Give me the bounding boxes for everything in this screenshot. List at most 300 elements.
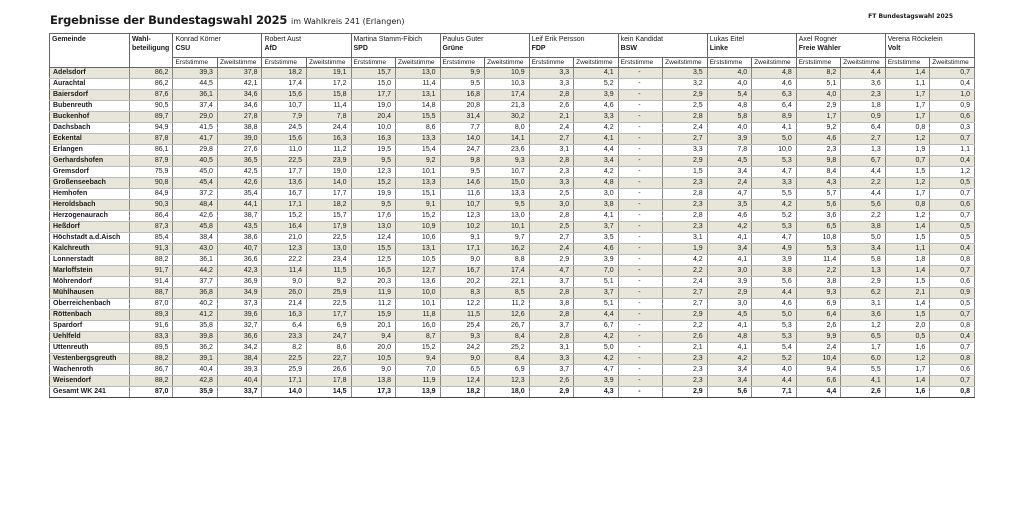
cell-value: 10,0 (396, 288, 441, 299)
cell-value: 24,7 (440, 145, 485, 156)
cell-gemeinde: Gerhardshofen (50, 156, 130, 167)
cell-wahlbeteiligung: 84,9 (129, 189, 173, 200)
cell-value: 20,1 (351, 321, 396, 332)
table-row (50, 255, 975, 266)
cell-value: 13,0 (306, 244, 351, 255)
cell-value: 18,2 (262, 68, 307, 79)
cell-value: 2,6 (796, 321, 841, 332)
cell-value: 3,4 (707, 244, 752, 255)
cell-wahlbeteiligung: 91,4 (129, 277, 173, 288)
cell-value: 12,3 (351, 167, 396, 178)
cell-value: 1,4 (885, 299, 930, 310)
cell-value: - (618, 332, 663, 343)
cell-value: - (618, 90, 663, 101)
cell-value: - (618, 310, 663, 321)
cell-value: 3,3 (752, 178, 797, 189)
party-name: BSW (620, 45, 637, 52)
cell-value: 6,7 (574, 321, 619, 332)
table-row (50, 332, 975, 343)
cell-value: 7,8 (707, 145, 752, 156)
cell-value: 5,1 (574, 277, 619, 288)
header-erststimme: Erststimme (796, 58, 841, 68)
cell-gemeinde: Spardorf (50, 321, 130, 332)
cell-value: 12,3 (440, 211, 485, 222)
cell-total-value: 18,0 (485, 387, 530, 398)
cell-value: - (618, 211, 663, 222)
cell-value: 26,7 (485, 321, 530, 332)
cell-value: 3,3 (529, 178, 574, 189)
cell-wahlbeteiligung: 86,4 (129, 211, 173, 222)
cell-value: 3,3 (529, 79, 574, 90)
table-row (50, 156, 975, 167)
cell-value: 39,6 (217, 310, 262, 321)
cell-value: 14,0 (440, 134, 485, 145)
cell-value: 2,3 (663, 354, 708, 365)
cell-value: 22,5 (306, 233, 351, 244)
cell-value: 42,6 (217, 178, 262, 189)
cell-value: 19,9 (351, 189, 396, 200)
cell-value: 9,5 (440, 79, 485, 90)
cell-value: 1,1 (930, 145, 975, 156)
cell-wahlbeteiligung: 86,1 (129, 145, 173, 156)
cell-value: 38,8 (217, 123, 262, 134)
cell-value: 2,8 (529, 90, 574, 101)
cell-value: 40,2 (173, 299, 218, 310)
cell-wahlbeteiligung: 90,5 (129, 101, 173, 112)
cell-value: 9,8 (440, 156, 485, 167)
cell-value: 8,6 (306, 343, 351, 354)
cell-value: 4,6 (752, 79, 797, 90)
header-erststimme: Erststimme (529, 58, 574, 68)
cell-value: 22,7 (306, 354, 351, 365)
cell-total-value: 2,9 (529, 387, 574, 398)
cell-value: 14,8 (396, 101, 441, 112)
cell-value: - (618, 178, 663, 189)
cell-value: 42,8 (173, 376, 218, 387)
cell-value: 0,8 (930, 321, 975, 332)
brand-label: FT Bundestagswahl 2025 (868, 13, 953, 20)
cell-value: 5,6 (752, 277, 797, 288)
cell-value: 5,5 (752, 189, 797, 200)
title-text: Ergebnisse der Bundestagswahl 2025 (50, 13, 288, 27)
cell-value: 2,8 (529, 310, 574, 321)
cell-value: 11,4 (396, 79, 441, 90)
cell-value: 6,4 (752, 101, 797, 112)
cell-value: 4,3 (796, 178, 841, 189)
cell-value: 10,6 (396, 233, 441, 244)
cell-value: 39,3 (217, 365, 262, 376)
cell-value: 0,8 (930, 255, 975, 266)
table-row (50, 123, 975, 134)
cell-total-value: 14,5 (306, 387, 351, 398)
cell-value: 0,7 (930, 266, 975, 277)
cell-value: 42,5 (217, 167, 262, 178)
cell-value: 2,8 (529, 211, 574, 222)
cell-value: 17,4 (485, 266, 530, 277)
cell-value: 14,1 (485, 134, 530, 145)
cell-value: 2,7 (663, 288, 708, 299)
cell-value: 17,9 (306, 222, 351, 233)
cell-value: - (618, 321, 663, 332)
cell-value: 6,4 (841, 123, 886, 134)
cell-total-value: 4,3 (574, 387, 619, 398)
cell-value: 9,8 (796, 156, 841, 167)
table-row (50, 178, 975, 189)
cell-value: 2,4 (796, 343, 841, 354)
cell-total-value: 14,0 (262, 387, 307, 398)
cell-value: 2,7 (663, 299, 708, 310)
cell-value: 4,2 (707, 354, 752, 365)
cell-value: - (618, 134, 663, 145)
cell-value: 43,0 (173, 244, 218, 255)
cell-value: 3,0 (707, 266, 752, 277)
party-name: Freie Wähler (798, 45, 841, 52)
cell-value: 13,1 (396, 244, 441, 255)
cell-value: 11,4 (262, 266, 307, 277)
cell-value: 5,2 (752, 211, 797, 222)
cell-value: 2,3 (663, 178, 708, 189)
cell-value: 1,7 (796, 112, 841, 123)
cell-value: 4,4 (752, 288, 797, 299)
cell-value: 3,4 (707, 365, 752, 376)
cell-value: 3,7 (574, 222, 619, 233)
cell-value: 8,4 (796, 167, 841, 178)
cell-value: 36,6 (217, 332, 262, 343)
cell-value: 34,9 (217, 288, 262, 299)
table-row (50, 376, 975, 387)
cell-value: 2,9 (796, 101, 841, 112)
cell-value: 6,7 (841, 156, 886, 167)
cell-value: 5,3 (796, 244, 841, 255)
cell-value: 3,3 (529, 68, 574, 79)
cell-value: 43,5 (217, 222, 262, 233)
header-gemeinde (50, 34, 130, 68)
cell-value: 12,5 (351, 255, 396, 266)
cell-value: 37,3 (217, 299, 262, 310)
cell-value: 20,8 (440, 101, 485, 112)
cell-value: 1,9 (885, 145, 930, 156)
cell-value: 0,6 (930, 112, 975, 123)
cell-gemeinde: Oberreichenbach (50, 299, 130, 310)
party-name: Linke (709, 45, 728, 52)
cell-value: 34,2 (217, 343, 262, 354)
cell-value: - (618, 112, 663, 123)
cell-value: 1,2 (885, 211, 930, 222)
cell-value: 1,9 (663, 244, 708, 255)
cell-value: 15,0 (485, 178, 530, 189)
cell-value: 0,7 (930, 134, 975, 145)
cell-value: 4,1 (574, 134, 619, 145)
cell-value: 4,2 (663, 255, 708, 266)
cell-wahlbeteiligung: 88,2 (129, 376, 173, 387)
cell-value: 11,8 (396, 310, 441, 321)
cell-value: 0,4 (930, 156, 975, 167)
cell-value: 0,8 (930, 354, 975, 365)
table-row (50, 79, 975, 90)
cell-value: 3,6 (796, 211, 841, 222)
cell-value: 22,5 (262, 354, 307, 365)
header-erststimme: Erststimme (351, 58, 396, 68)
table-row (50, 299, 975, 310)
cell-value: 17,8 (306, 376, 351, 387)
cell-value: 21,4 (262, 299, 307, 310)
cell-wahlbeteiligung: 88,2 (129, 354, 173, 365)
cell-value: 1,4 (885, 376, 930, 387)
cell-wahlbeteiligung: 87,6 (129, 90, 173, 101)
cell-value: 26,6 (306, 365, 351, 376)
cell-value: 2,4 (529, 244, 574, 255)
header-zweitstimme: Zweitstimme (663, 58, 708, 68)
cell-wahlbeteiligung: 83,3 (129, 332, 173, 343)
cell-value: 1,2 (930, 167, 975, 178)
party-name: AfD (264, 45, 277, 52)
cell-value: 15,1 (396, 189, 441, 200)
table-row (50, 365, 975, 376)
cell-value: 2,7 (663, 134, 708, 145)
cell-value: 10,1 (396, 167, 441, 178)
cell-value: 8,4 (485, 332, 530, 343)
cell-wahlbeteiligung: 87,3 (129, 222, 173, 233)
cell-value: 16,3 (306, 134, 351, 145)
cell-value: - (618, 189, 663, 200)
cell-value: 0,7 (930, 376, 975, 387)
cell-value: 3,9 (752, 255, 797, 266)
candidate-name: Paulus Guter (442, 36, 484, 43)
cell-value: 5,0 (841, 233, 886, 244)
table-row (50, 233, 975, 244)
cell-value: 37,4 (173, 101, 218, 112)
cell-value: 11,2 (485, 299, 530, 310)
cell-value: 24,4 (306, 123, 351, 134)
cell-total-value: 5,6 (707, 387, 752, 398)
cell-value: - (618, 167, 663, 178)
cell-value: 3,6 (841, 79, 886, 90)
cell-value: 20,0 (351, 343, 396, 354)
cell-value: 5,4 (707, 90, 752, 101)
cell-value: 12,4 (351, 233, 396, 244)
cell-value: 36,8 (173, 288, 218, 299)
cell-value: 1,8 (885, 255, 930, 266)
cell-value: 16,4 (262, 222, 307, 233)
cell-value: 8,4 (485, 354, 530, 365)
cell-value: 10,7 (440, 200, 485, 211)
cell-value: 16,8 (440, 90, 485, 101)
cell-wahlbeteiligung: 90,3 (129, 200, 173, 211)
cell-value: 8,8 (485, 255, 530, 266)
cell-value: 1,3 (841, 145, 886, 156)
cell-value: 6,5 (796, 222, 841, 233)
cell-value: 21,3 (485, 101, 530, 112)
cell-value: 3,1 (529, 343, 574, 354)
cell-value: 1,5 (885, 310, 930, 321)
cell-value: 0,7 (930, 343, 975, 354)
cell-value: 9,3 (796, 288, 841, 299)
cell-value: 8,3 (440, 288, 485, 299)
cell-value: 12,3 (485, 376, 530, 387)
cell-value: 24,5 (262, 123, 307, 134)
cell-value: 9,2 (396, 156, 441, 167)
header-zweitstimme: Zweitstimme (306, 58, 351, 68)
cell-value: 5,8 (841, 255, 886, 266)
cell-value: 2,2 (663, 321, 708, 332)
cell-value: 2,5 (663, 101, 708, 112)
cell-value: 2,7 (841, 134, 886, 145)
cell-value: 5,2 (752, 354, 797, 365)
cell-wahlbeteiligung: 89,5 (129, 343, 173, 354)
cell-value: - (618, 156, 663, 167)
cell-value: 3,0 (529, 200, 574, 211)
cell-value: 3,3 (529, 354, 574, 365)
cell-value: 0,7 (885, 156, 930, 167)
cell-value: 13,0 (485, 211, 530, 222)
cell-value: 2,9 (841, 277, 886, 288)
cell-wahlbeteiligung: 85,4 (129, 233, 173, 244)
cell-value: 3,5 (707, 200, 752, 211)
cell-value: 16,0 (396, 321, 441, 332)
cell-value: 2,8 (529, 332, 574, 343)
cell-value: 2,9 (663, 90, 708, 101)
cell-value: 0,5 (930, 222, 975, 233)
cell-gemeinde: Marloffstein (50, 266, 130, 277)
cell-gemeinde: Baiersdorf (50, 90, 130, 101)
cell-value: 36,1 (173, 90, 218, 101)
cell-value: 0,6 (930, 365, 975, 376)
cell-value: 3,4 (707, 167, 752, 178)
cell-value: - (618, 233, 663, 244)
cell-value: 9,7 (485, 233, 530, 244)
cell-value: 4,1 (707, 233, 752, 244)
cell-value: 3,9 (707, 277, 752, 288)
cell-gemeinde: Heßdorf (50, 222, 130, 233)
cell-value: 17,1 (440, 244, 485, 255)
cell-value: 10,1 (396, 299, 441, 310)
cell-value: 22,1 (485, 277, 530, 288)
candidate-name: kein Kandidat (620, 36, 664, 43)
cell-gemeinde: Eckental (50, 134, 130, 145)
page-title (50, 13, 404, 27)
cell-value: 25,9 (306, 288, 351, 299)
cell-value: 4,1 (707, 343, 752, 354)
candidate-name: Lukas Eitel (709, 36, 744, 43)
cell-value: 14,6 (440, 178, 485, 189)
header-candidate (351, 34, 440, 58)
candidate-name: Robert Aust (264, 36, 302, 43)
cell-value: 3,1 (529, 145, 574, 156)
header-candidate (707, 34, 796, 58)
cell-value: 3,7 (574, 288, 619, 299)
cell-total-value: 17,3 (351, 387, 396, 398)
cell-value: - (618, 299, 663, 310)
cell-value: 10,5 (396, 255, 441, 266)
cell-value: 3,9 (574, 376, 619, 387)
cell-value: 0,9 (841, 112, 886, 123)
cell-gemeinde: Höchstadt a.d.Aisch (50, 233, 130, 244)
cell-value: 1,7 (885, 90, 930, 101)
cell-value: 39,1 (173, 354, 218, 365)
cell-value: 5,6 (841, 200, 886, 211)
cell-value: 2,8 (663, 189, 708, 200)
cell-value: 2,2 (841, 178, 886, 189)
cell-value: 13,6 (262, 178, 307, 189)
cell-value: 17,7 (351, 90, 396, 101)
cell-value: 9,4 (796, 365, 841, 376)
cell-value: 6,9 (485, 365, 530, 376)
cell-value: 2,9 (529, 255, 574, 266)
cell-value: 2,6 (529, 101, 574, 112)
cell-value: 15,8 (306, 90, 351, 101)
header-candidate (796, 34, 885, 58)
cell-value: 2,8 (663, 112, 708, 123)
cell-value: 5,3 (752, 332, 797, 343)
cell-value: 10,7 (262, 101, 307, 112)
cell-value: 44,2 (173, 266, 218, 277)
cell-value: 23,3 (262, 332, 307, 343)
header-erststimme: Erststimme (885, 58, 930, 68)
cell-value: 11,0 (262, 145, 307, 156)
cell-value: 11,9 (351, 288, 396, 299)
cell-wahlbeteiligung: 89,7 (129, 112, 173, 123)
cell-value: - (618, 123, 663, 134)
cell-value: 0,7 (930, 68, 975, 79)
cell-value: 4,2 (752, 200, 797, 211)
cell-value: 11,2 (306, 145, 351, 156)
cell-value: 15,0 (351, 79, 396, 90)
cell-wahlbeteiligung: 91,7 (129, 266, 173, 277)
cell-wahlbeteiligung: 90,8 (129, 178, 173, 189)
cell-value: 2,5 (529, 222, 574, 233)
cell-value: 10,8 (796, 233, 841, 244)
cell-value: 13,8 (351, 376, 396, 387)
cell-wahlbeteiligung: 89,3 (129, 310, 173, 321)
cell-value: 4,0 (707, 68, 752, 79)
cell-value: 39,3 (173, 68, 218, 79)
cell-value: 11,5 (440, 310, 485, 321)
cell-value: 13,3 (396, 134, 441, 145)
cell-value: 2,3 (529, 167, 574, 178)
candidate-name: Leif Erik Persson (531, 36, 585, 43)
table-row (50, 200, 975, 211)
cell-value: 16,7 (262, 189, 307, 200)
cell-value: 2,9 (707, 288, 752, 299)
cell-value: 9,0 (262, 277, 307, 288)
cell-value: 5,1 (796, 79, 841, 90)
cell-value: 24,7 (306, 332, 351, 343)
party-name: CSU (175, 45, 191, 52)
cell-value: - (618, 365, 663, 376)
cell-value: 30,2 (485, 112, 530, 123)
cell-value: 2,7 (529, 134, 574, 145)
cell-gemeinde: Buckenhof (50, 112, 130, 123)
cell-value: 25,2 (485, 343, 530, 354)
cell-value: 7,0 (396, 365, 441, 376)
cell-value: 1,6 (885, 343, 930, 354)
cell-value: 6,9 (796, 299, 841, 310)
table-row (50, 266, 975, 277)
cell-value: 6,5 (841, 332, 886, 343)
cell-value: 9,5 (485, 200, 530, 211)
cell-value: 4,4 (752, 376, 797, 387)
cell-value: 1,7 (885, 112, 930, 123)
cell-value: 41,2 (173, 310, 218, 321)
cell-value: 37,8 (217, 68, 262, 79)
cell-value: 3,7 (529, 365, 574, 376)
cell-value: 8,7 (396, 332, 441, 343)
cell-value: 36,2 (173, 343, 218, 354)
header-candidate (262, 34, 351, 58)
cell-value: 10,5 (351, 354, 396, 365)
table-row (50, 211, 975, 222)
cell-value: 9,4 (396, 354, 441, 365)
